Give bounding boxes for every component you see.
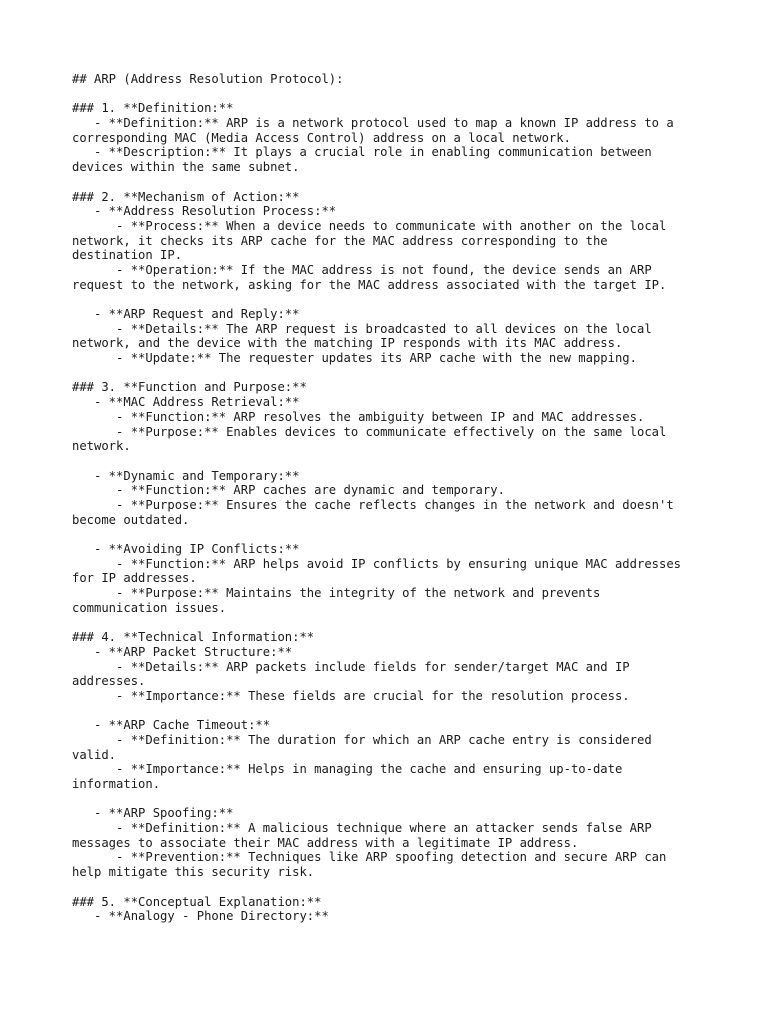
document-line: messages to associate their MAC address with a legitimate IP address. — [72, 835, 579, 850]
document-line — [72, 880, 712, 895]
document-line: - **Purpose:** Maintains the integrity of the network and prevents — [72, 586, 601, 601]
document-line: ### 3. **Function and Purpose:** — [72, 380, 307, 395]
document-line: - **Details:** The ARP request is broadcasted to all devices on the local — [72, 321, 652, 336]
document-line: communication issues. — [72, 600, 227, 615]
document-line: - **Description:** It plays a crucial role in enabling communication between — [72, 145, 652, 160]
document-line: corresponding MAC (Media Access Control) address on a local network. — [72, 130, 571, 145]
document-line: request to the network, asking for the MAC address associated with the target IP. — [72, 277, 667, 292]
document-line — [72, 527, 712, 542]
document-line: - **ARP Cache Timeout:** — [72, 718, 271, 733]
document-line: - **MAC Address Retrieval:** — [72, 395, 300, 410]
document-line: ## ARP (Address Resolution Protocol): — [72, 72, 344, 86]
document-line: devices within the same subnet. — [72, 160, 300, 175]
document-line: - **Function:** ARP helps avoid IP conflicts by ensuring unique MAC addresses — [72, 556, 682, 571]
document-line — [72, 175, 712, 190]
document-line: - **Analogy - Phone Directory:** — [72, 909, 329, 924]
document-line: become outdated. — [72, 512, 190, 527]
document-line: - **Process:** When a device needs to communicate with another on the local — [72, 218, 667, 233]
document-line: for IP addresses. — [72, 571, 197, 586]
document-line: - **ARP Packet Structure:** — [72, 644, 293, 659]
document-line: - **Definition:** The duration for which an ARP cache entry is considered — [72, 732, 652, 747]
document-line — [72, 366, 712, 381]
document-line: - **Importance:** These fields are crucial for the resolution process. — [72, 688, 630, 703]
document-line: information. — [72, 777, 161, 791]
document-line: - **Function:** ARP caches are dynamic and temporary. — [72, 483, 505, 498]
document-line: - **ARP Spoofing:** — [72, 806, 234, 821]
document-text — [72, 72, 712, 924]
document-line: - **Avoiding IP Conflicts:** — [72, 542, 300, 556]
document-line: addresses. — [72, 674, 146, 689]
document-line: - **Importance:** Helps in managing the cache and ensuring up-to-date — [72, 762, 623, 777]
document-line: - **ARP Request and Reply:** — [72, 307, 300, 321]
document-line: ### 5. **Conceptual Explanation:** — [72, 894, 322, 909]
document-line: - **Function:** ARP resolves the ambiguity between IP and MAC addresses. — [72, 409, 645, 424]
document-line — [72, 704, 712, 719]
document-line: - **Definition:** ARP is a network protocol used to map a known IP address to a — [72, 116, 674, 131]
document-line: - **Dynamic and Temporary:** — [72, 468, 300, 483]
document-line — [72, 454, 712, 469]
document-line — [72, 87, 712, 102]
document-line: - **Operation:** If the MAC address is not found, the device sends an ARP — [72, 262, 652, 277]
document-line: network. — [72, 439, 131, 454]
document-line: destination IP. — [72, 248, 183, 263]
document-line — [72, 615, 712, 630]
document-line — [72, 292, 712, 307]
document-line: - **Address Resolution Process:** — [72, 204, 337, 219]
document-line — [72, 792, 712, 807]
document-line: network, and the device with the matching IP responds with its MAC address. — [72, 336, 623, 351]
document-line: - **Details:** ARP packets include fields for sender/target MAC and IP — [72, 659, 630, 674]
document-line: - **Purpose:** Enables devices to communicate effectively on the same local — [72, 424, 667, 439]
document-line: - **Prevention:** Techniques like ARP spoofing detection and secure ARP can — [72, 850, 667, 865]
document-line: - **Update:** The requester updates its ARP cache with the new mapping. — [72, 351, 637, 366]
document-line: - **Purpose:** Ensures the cache reflects changes in the network and doesn't — [72, 497, 674, 512]
document-line: valid. — [72, 747, 117, 762]
document-line: - **Definition:** A malicious technique where an attacker sends false ARP — [72, 821, 652, 836]
document-line: ### 4. **Technical Information:** — [72, 630, 315, 645]
document-line: help mitigate this security risk. — [72, 865, 315, 880]
document-line: ### 1. **Definition:** — [72, 101, 234, 116]
document-line: ### 2. **Mechanism of Action:** — [72, 189, 300, 204]
document-line: network, it checks its ARP cache for the MAC address corresponding to the — [72, 233, 608, 248]
